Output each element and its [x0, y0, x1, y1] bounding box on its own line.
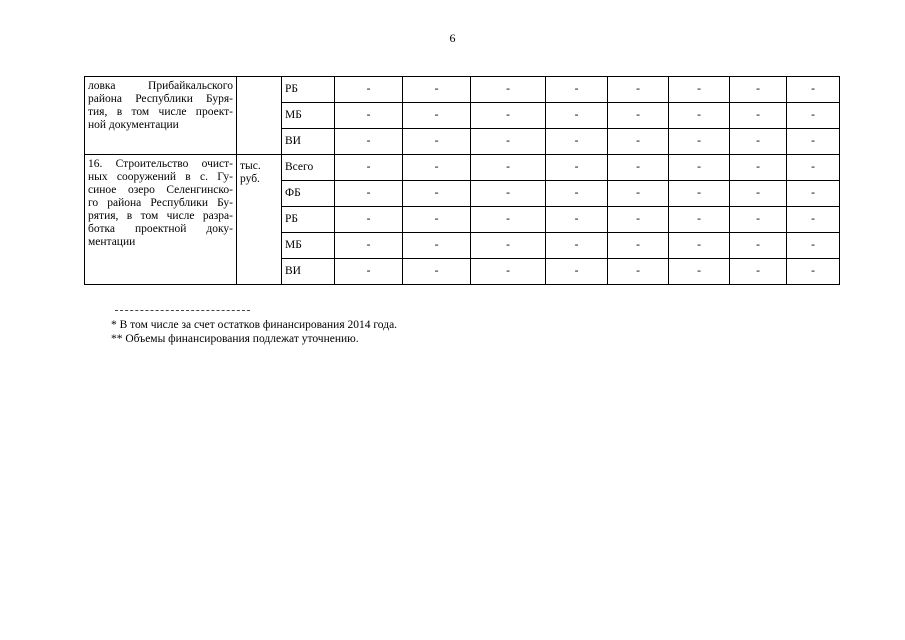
value-cell: -	[608, 155, 669, 181]
page-number: 6	[449, 31, 456, 45]
value-cell: -	[335, 207, 403, 233]
value-cell: -	[335, 233, 403, 259]
footnote-1: * В том числе за счет остатков финансирования 2014 года.	[111, 319, 398, 331]
value-cell: -	[669, 103, 730, 129]
funding-source-cell: РБ	[282, 207, 335, 233]
value-cell: -	[730, 259, 787, 285]
value-cell: -	[608, 233, 669, 259]
funding-source-cell: МБ	[282, 233, 335, 259]
value-cell: -	[730, 181, 787, 207]
value-cell: -	[471, 181, 546, 207]
item-name-line: ботка проектной доку-	[88, 223, 233, 235]
funding-source-cell: ВИ	[282, 259, 335, 285]
funding-source-cell: МБ	[282, 103, 335, 129]
footnote-2: ** Объемы финансирования подлежат уточнению.	[111, 333, 359, 345]
value-cell: -	[403, 77, 471, 103]
value-cell: -	[787, 155, 840, 181]
table-row	[85, 155, 840, 181]
value-cell: -	[608, 129, 669, 155]
value-cell: -	[546, 181, 608, 207]
value-cell: -	[403, 129, 471, 155]
value-cell: -	[335, 155, 403, 181]
funding-source-cell: ФБ	[282, 181, 335, 207]
value-cell: -	[608, 181, 669, 207]
value-cell: -	[669, 129, 730, 155]
value-cell: -	[403, 259, 471, 285]
value-cell: -	[471, 129, 546, 155]
value-cell: -	[546, 129, 608, 155]
value-cell: -	[669, 181, 730, 207]
value-cell: -	[403, 155, 471, 181]
footnote-separator	[115, 310, 250, 311]
value-cell: -	[471, 259, 546, 285]
value-cell: -	[787, 129, 840, 155]
value-cell: -	[608, 77, 669, 103]
value-cell: -	[730, 77, 787, 103]
item-name-line: ментации	[88, 236, 136, 248]
unit-cell	[237, 77, 282, 155]
value-cell: -	[471, 103, 546, 129]
item-name-line: 16. Строительство очист-	[88, 158, 233, 170]
value-cell: -	[471, 155, 546, 181]
item-name-line: района Республики Буря-	[88, 93, 233, 105]
value-cell: -	[669, 259, 730, 285]
item-name-line: тия, в том числе проект-	[88, 106, 233, 118]
value-cell: -	[608, 207, 669, 233]
item-name-line: го района Республики Бу-	[88, 197, 233, 209]
value-cell: -	[669, 207, 730, 233]
value-cell: -	[471, 207, 546, 233]
financing-table	[84, 76, 840, 285]
value-cell: -	[546, 77, 608, 103]
value-cell: -	[787, 207, 840, 233]
item-name-line: ловка Прибайкальского	[88, 80, 233, 92]
value-cell: -	[546, 103, 608, 129]
value-cell: -	[403, 181, 471, 207]
value-cell: -	[608, 103, 669, 129]
value-cell: -	[335, 129, 403, 155]
value-cell: -	[730, 207, 787, 233]
item-name-line: ных сооружений в с. Гу-	[88, 171, 233, 183]
value-cell: -	[546, 207, 608, 233]
funding-source-cell: Всего	[282, 155, 335, 181]
value-cell: -	[669, 233, 730, 259]
value-cell: -	[546, 259, 608, 285]
value-cell: -	[471, 233, 546, 259]
value-cell: -	[669, 77, 730, 103]
value-cell: -	[335, 181, 403, 207]
value-cell: -	[669, 155, 730, 181]
item-name-line: ной документации	[88, 119, 179, 131]
value-cell: -	[730, 103, 787, 129]
value-cell: -	[787, 103, 840, 129]
value-cell: -	[471, 77, 546, 103]
value-cell: -	[730, 129, 787, 155]
value-cell: -	[546, 155, 608, 181]
table-row	[85, 77, 840, 103]
item-name-line: синое озеро Селенгинско-	[88, 184, 233, 196]
value-cell: -	[335, 259, 403, 285]
value-cell: -	[787, 77, 840, 103]
value-cell: -	[787, 181, 840, 207]
value-cell: -	[335, 77, 403, 103]
value-cell: -	[546, 233, 608, 259]
value-cell: -	[403, 207, 471, 233]
value-cell: -	[335, 103, 403, 129]
value-cell: -	[730, 155, 787, 181]
value-cell: -	[403, 233, 471, 259]
value-cell: -	[403, 103, 471, 129]
funding-source-cell: ВИ	[282, 129, 335, 155]
value-cell: -	[787, 233, 840, 259]
item-name-line: рятия, в том числе разра-	[88, 210, 233, 222]
item-name-cell	[85, 77, 237, 155]
funding-source-cell: РБ	[282, 77, 335, 103]
value-cell: -	[787, 259, 840, 285]
value-cell: -	[730, 233, 787, 259]
unit-cell: тыс. руб.	[237, 155, 282, 285]
value-cell: -	[608, 259, 669, 285]
item-name-cell	[85, 155, 237, 285]
